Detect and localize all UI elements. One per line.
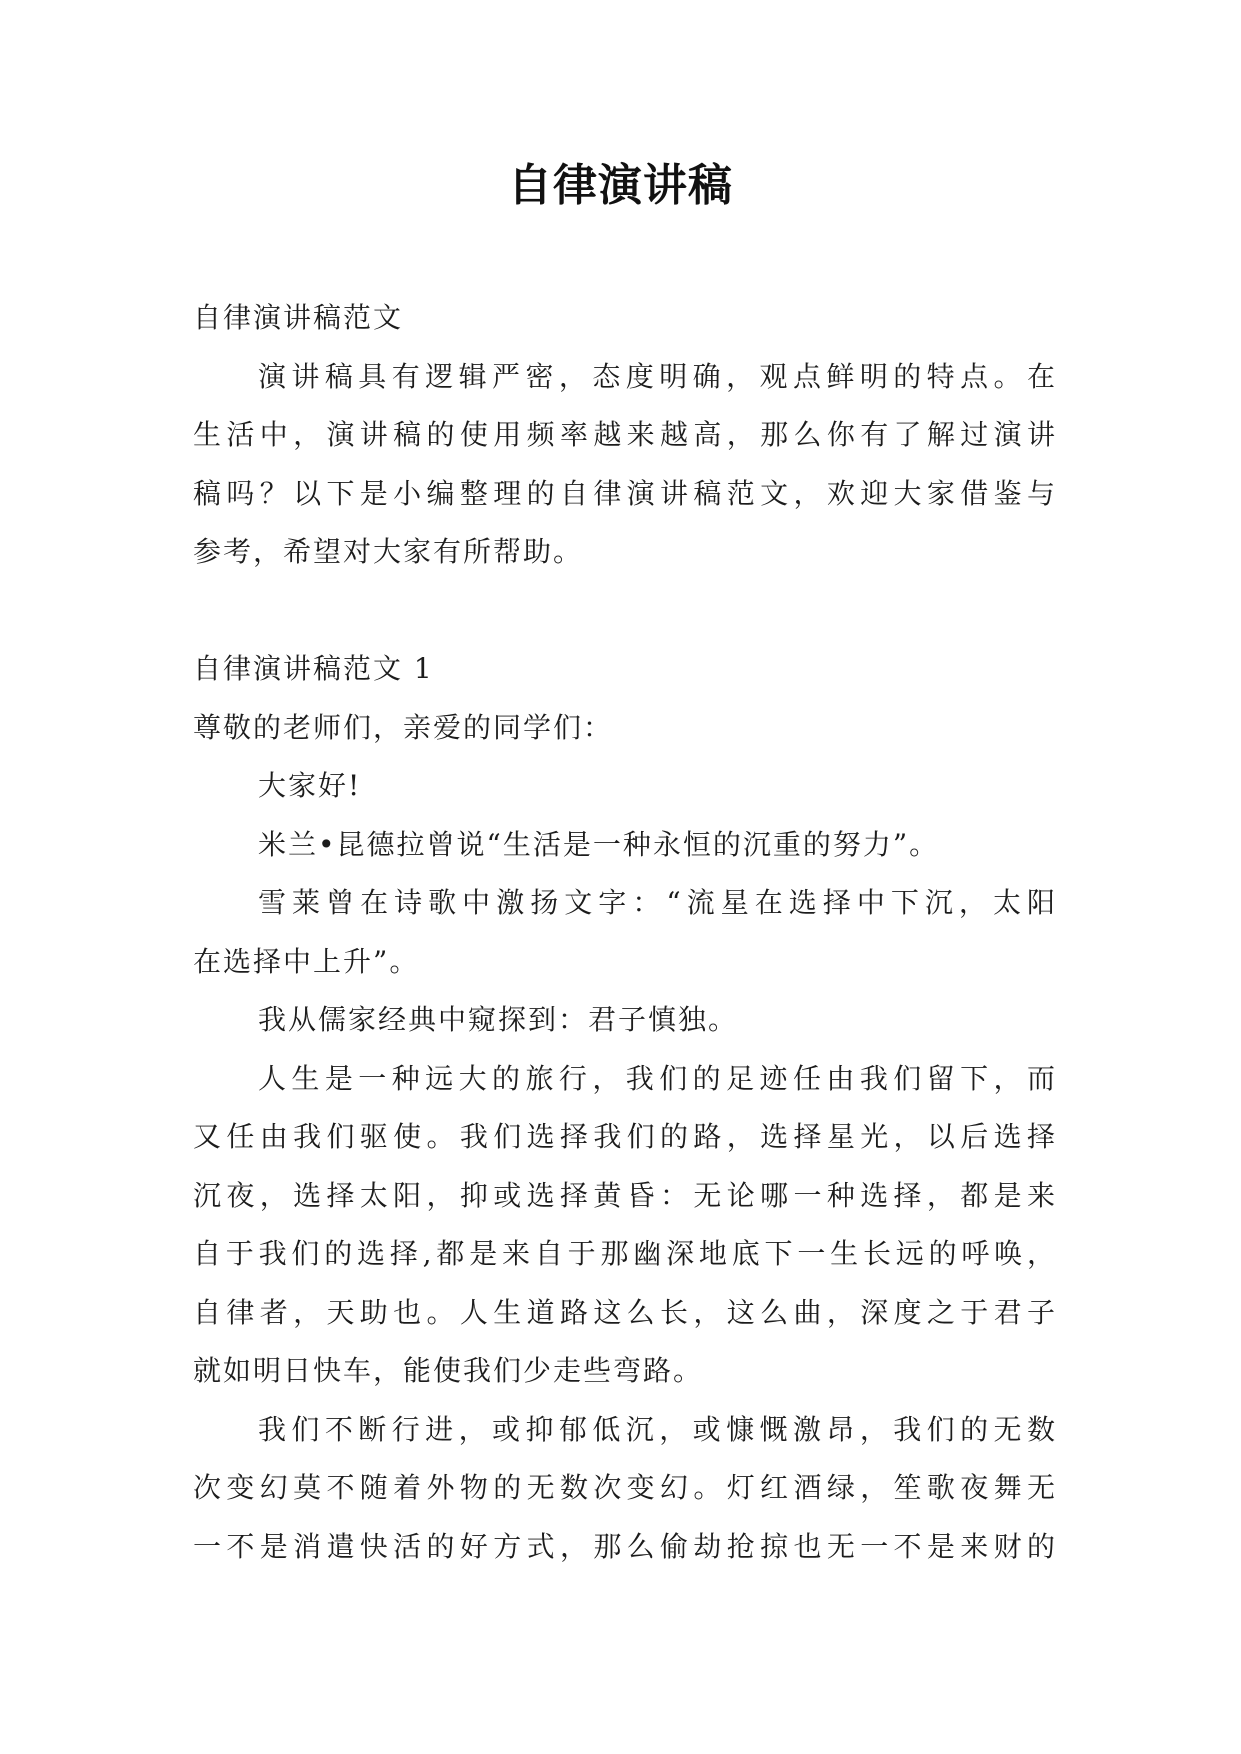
paragraph-shelley-quote xyxy=(193,874,1057,991)
paragraph-line: 又任由我们驱使。我们选择我们的路，选择星光，以后选择 xyxy=(193,1120,1057,1153)
paragraph-line: 在选择中上升”。 xyxy=(193,944,420,978)
salutation: 尊敬的老师们，亲爱的同学们： xyxy=(193,710,614,744)
paragraph-confucian-classic xyxy=(193,991,1057,1050)
paragraph-line: 自于我们的选择,都是来自于那幽深地底下一生长远的呼唤， xyxy=(193,1237,1057,1270)
paragraph-line: 雪莱曾在诗歌中激扬文字：“流星在选择中下沉，太阳 xyxy=(258,886,1057,919)
subtitle: 自律演讲稿范文 xyxy=(193,301,404,334)
document-title: 自律演讲稿 xyxy=(508,160,733,211)
paragraph-line: 一不是消遣快活的好方式，那么偷劫抢掠也无一不是来财的 xyxy=(193,1529,1057,1563)
blank-line xyxy=(193,582,1057,641)
intro-line: 生活中，演讲稿的使用频率越来越高，那么你有了解过演讲 xyxy=(193,418,1057,451)
paragraph-line: 人生是一种远大的旅行，我们的足迹任由我们留下，而 xyxy=(258,1061,1057,1095)
intro-paragraph xyxy=(193,348,1057,582)
paragraph-life-journey xyxy=(193,1050,1057,1401)
section-heading: 自律演讲稿范文 1 xyxy=(193,652,434,685)
paragraph-line: 我从儒家经典中窥探到：君子慎独。 xyxy=(258,1003,739,1036)
paragraph-line: 次变幻莫不随着外物的无数次变幻。灯红酒绿，笙歌夜舞无 xyxy=(193,1471,1057,1504)
intro-line: 演讲稿具有逻辑严密，态度明确，观点鲜明的特点。在 xyxy=(258,359,1057,393)
paragraph-line: 自律者，天助也。人生道路这么长，这么曲，深度之于君子 xyxy=(193,1295,1057,1329)
intro-line: 参考，希望对大家有所帮助。 xyxy=(193,535,584,568)
paragraph-line: 米兰•昆德拉曾说“生活是一种永恒的沉重的努力”。 xyxy=(258,827,940,861)
paragraph-kundera-quote xyxy=(193,816,1057,875)
paragraph-line: 沉夜，选择太阳，抑或选择黄昏：无论哪一种选择，都是来 xyxy=(193,1178,1057,1212)
intro-line: 稿吗？以下是小编整理的自律演讲稿范文，欢迎大家借鉴与 xyxy=(193,476,1057,510)
document-body xyxy=(193,289,1057,1576)
paragraph-line: 就如明日快车，能使我们少走些弯路。 xyxy=(193,1354,704,1387)
paragraph-greeting xyxy=(193,757,1057,816)
paragraph-constant-progress xyxy=(193,1401,1057,1577)
paragraph-line: 大家好! xyxy=(258,769,362,802)
paragraph-line: 我们不断行进，或抑郁低沉，或慷慨激昂，我们的无数 xyxy=(258,1412,1057,1446)
